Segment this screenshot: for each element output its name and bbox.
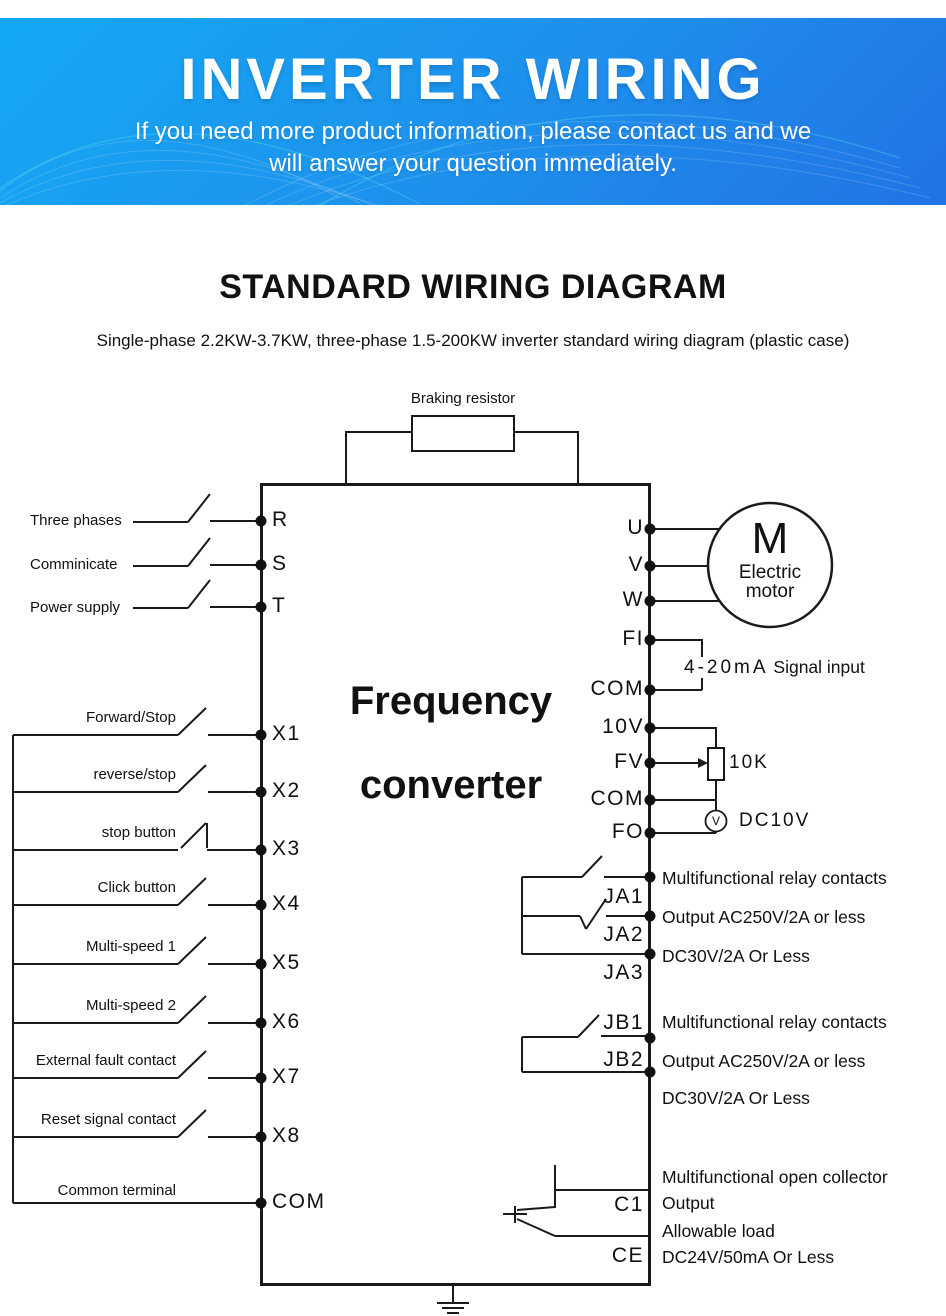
control-label-x3: stop button — [101, 824, 176, 841]
terminal-x6: X6 — [272, 1010, 301, 1033]
power-input-label-t: Power supply — [30, 599, 121, 616]
relay-b-note-1: Multifunctional relay contacts — [662, 1012, 887, 1032]
terminal-fv: FV — [614, 750, 644, 773]
section-description: Single-phase 2.2KW-3.7KW, three-phase 1.5-200KW inverter standard wiring diagram (plastic case) — [96, 331, 850, 350]
terminal-w: W — [622, 588, 644, 611]
power-input-switches — [133, 494, 258, 608]
relay-b-note-3: DC30V/2A Or Less — [662, 1088, 810, 1108]
section-heading: STANDARD WIRING DIAGRAM — [219, 268, 727, 306]
terminal-ce: CE — [611, 1244, 644, 1267]
signal-input-label — [684, 657, 865, 678]
relay-a-note-1: Multifunctional relay contacts — [662, 868, 887, 888]
terminal-c1: C1 — [614, 1193, 644, 1216]
relay-b-note-2: Output AC250V/2A or less — [662, 1051, 866, 1071]
control-label-x8: Reset signal contact — [40, 1111, 176, 1128]
voltmeter-label: DC10V — [739, 810, 811, 831]
terminal-ja1: JA1 — [603, 885, 644, 908]
banner-subtitle-line1: If you need more product information, please contact us and we — [134, 118, 812, 145]
terminal-x2: X2 — [272, 779, 301, 802]
terminal-ja2: JA2 — [603, 923, 644, 946]
terminal-x5: X5 — [272, 951, 301, 974]
converter-name-line1: Frequency — [349, 679, 553, 723]
terminal-x1: X1 — [272, 722, 301, 745]
signal-input-text: Signal input — [773, 657, 865, 677]
terminal-com-analog1: COM — [590, 677, 644, 700]
terminal-s: S — [272, 552, 288, 575]
terminal-v: V — [628, 553, 644, 576]
terminal-com-left: COM — [272, 1190, 326, 1213]
terminal-x8: X8 — [272, 1124, 301, 1147]
open-collector-note-4: DC24V/50mA Or Less — [662, 1247, 835, 1267]
terminal-u: U — [627, 516, 644, 539]
terminal-t: T — [272, 594, 287, 617]
motor-label-line1: Electric — [738, 562, 802, 583]
voltmeter-symbol: V — [711, 814, 720, 828]
terminal-fi: FI — [622, 627, 644, 650]
terminal-r: R — [272, 508, 289, 531]
terminal-10v: 10V — [602, 715, 644, 738]
braking-resistor-circuit — [346, 416, 578, 484]
control-label-com: Common terminal — [57, 1182, 176, 1199]
braking-resistor-label: Braking resistor — [410, 390, 516, 407]
relay-a-note-3: DC30V/2A Or Less — [662, 946, 810, 966]
control-label-x2: reverse/stop — [93, 766, 176, 783]
terminal-jb1: JB1 — [603, 1011, 644, 1034]
control-label-x7: External fault contact — [35, 1052, 176, 1069]
terminal-fo: FO — [611, 820, 644, 843]
open-collector-note-3: Allowable load — [662, 1221, 775, 1241]
banner-title: INVERTER WIRING — [180, 47, 766, 112]
control-label-x4: Click button — [97, 879, 176, 896]
banner-subtitle-line2: will answer your question immediately. — [269, 150, 677, 177]
control-label-x5: Multi-speed 1 — [85, 938, 176, 955]
converter-name-line2: converter — [359, 763, 543, 807]
control-label-x1: Forward/Stop — [85, 709, 176, 726]
open-collector-note-1: Multifunctional open collector — [662, 1167, 888, 1187]
terminal-x4: X4 — [272, 892, 301, 915]
terminal-com-analog2: COM — [590, 787, 644, 810]
control-label-x6: Multi-speed 2 — [85, 997, 176, 1014]
terminal-jb2: JB2 — [603, 1048, 644, 1071]
relay-a-note-2: Output AC250V/2A or less — [662, 907, 866, 927]
open-collector-note-2: Output — [662, 1193, 715, 1213]
power-input-label-r: Three phases — [30, 512, 122, 529]
terminal-ja3: JA3 — [603, 961, 644, 984]
motor-label-line2: motor — [745, 581, 795, 602]
power-input-label-s: Comminicate — [30, 556, 118, 573]
terminal-x7: X7 — [272, 1065, 301, 1088]
motor-symbol: M — [751, 514, 789, 563]
potentiometer-label: 10K — [729, 752, 769, 773]
signal-input-value: 4-20mA — [684, 657, 769, 678]
terminal-x3: X3 — [272, 837, 301, 860]
ground-symbol — [437, 1284, 469, 1313]
